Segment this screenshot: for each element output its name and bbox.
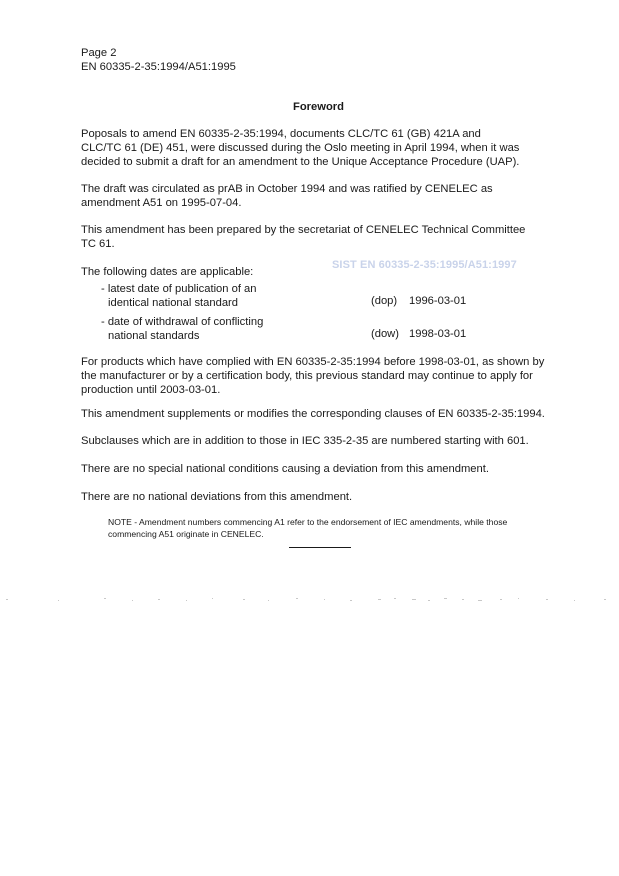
paragraph-8: There are no national deviations from this amendment. xyxy=(81,491,353,503)
date-item-dop-date: 1996-03-01 xyxy=(409,295,467,307)
closing-rule xyxy=(289,547,351,548)
paragraph-4-line-1: For products which have complied with EN 60335-2-35:1994 before 1998-03-01, as shown by xyxy=(81,356,545,368)
paragraph-1-line-2: CLC/TC 61 (DE) 451, were discussed during the Oslo meeting in April 1994, when it was xyxy=(81,142,520,154)
paragraph-7: There are no special national conditions causing a deviation from this amendment. xyxy=(81,463,489,475)
sist-watermark: SIST EN 60335-2-35:1995/A51:1997 xyxy=(332,259,517,271)
date-item-dow-line-2: national standards xyxy=(108,330,200,342)
paragraph-1-line-3: decided to submit a draft for an amendment to the Unique Acceptance Procedure (UAP). xyxy=(81,156,520,168)
paragraph-2-line-1: The draft was circulated as prAB in October 1994 and was ratified by CENELEC as xyxy=(81,183,493,195)
scan-speck-line xyxy=(0,594,619,606)
standard-reference: EN 60335-2-35:1994/A51:1995 xyxy=(81,61,236,73)
date-item-dop-line-2: identical national standard xyxy=(108,297,238,309)
paragraph-2-line-2: amendment A51 on 1995-07-04. xyxy=(81,197,242,209)
page-number: Page 2 xyxy=(81,47,117,59)
date-item-dow-line-1: - date of withdrawal of conflicting xyxy=(101,316,264,328)
note-line-2: commencing A51 originate in CENELEC. xyxy=(108,529,264,539)
paragraph-3-line-2: TC 61. xyxy=(81,238,115,250)
note-line-1: NOTE - Amendment numbers commencing A1 refer to the endorsement of IEC amendments, while those xyxy=(108,517,508,527)
date-item-dop-code: (dop) xyxy=(371,295,398,307)
paragraph-4-line-2: the manufacturer or by a certification body, this previous standard may continue to apply for xyxy=(81,370,533,382)
paragraph-1-line-1: Poposals to amend EN 60335-2-35:1994, documents CLC/TC 61 (GB) 421A and xyxy=(81,128,481,140)
date-item-dow-date: 1998-03-01 xyxy=(409,328,467,340)
date-item-dow-code: (dow) xyxy=(371,328,399,340)
paragraph-5: This amendment supplements or modifies the corresponding clauses of EN 60335-2-35:1994. xyxy=(81,408,545,420)
paragraph-4-line-3: production until 2003-03-01. xyxy=(81,384,221,396)
paragraph-3-line-1: This amendment has been prepared by the secretariat of CENELEC Technical Committee xyxy=(81,224,526,236)
dates-intro: The following dates are applicable: xyxy=(81,266,254,278)
foreword-title: Foreword xyxy=(293,101,344,113)
date-item-dop-line-1: - latest date of publication of an xyxy=(101,283,257,295)
paragraph-6: Subclauses which are in addition to those in IEC 335-2-35 are numbered starting with 601. xyxy=(81,435,529,447)
